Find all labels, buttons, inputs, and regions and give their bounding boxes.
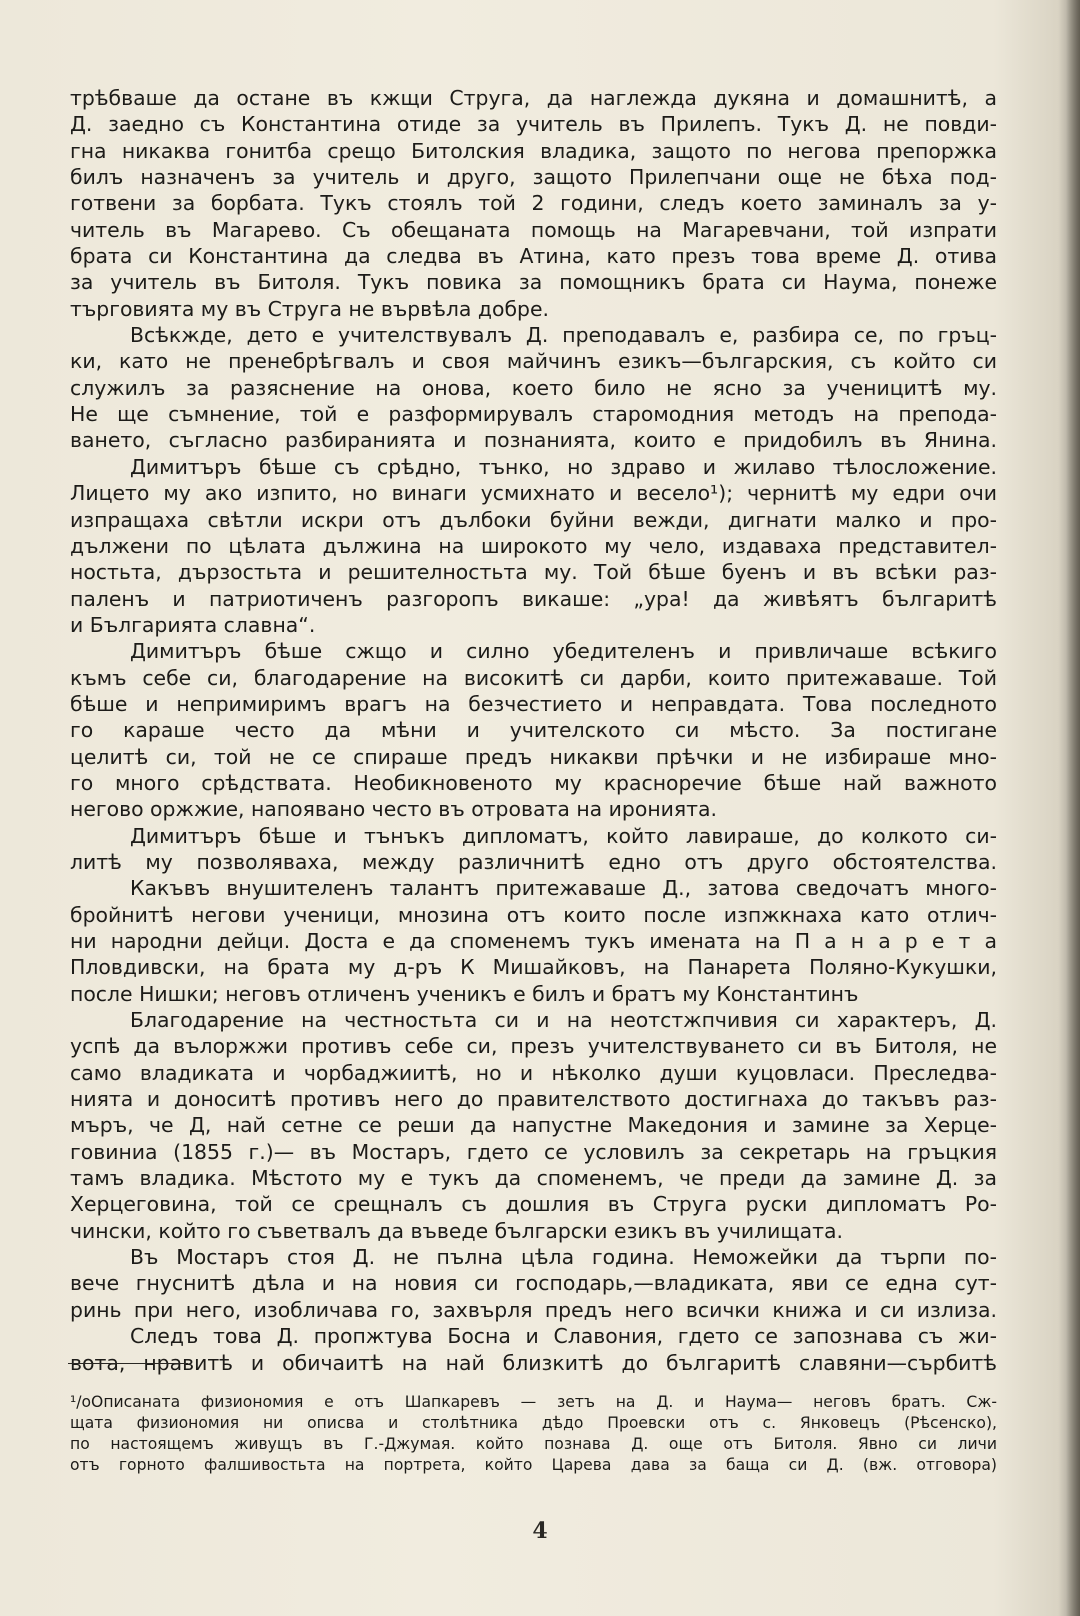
text-line: литѣ му позволяваха, между различнитѣ едно отъ друго обстоятелства.	[70, 849, 997, 874]
text-line: къмъ себе си, благодарение на високитѣ си дарби, които притежаваше. Той	[70, 665, 997, 690]
page-number: 4	[532, 1518, 548, 1544]
text-line: Пловдивски, на брата му д-ръ К Мишайковъ, на Панарета Поляно-Кукушки,	[70, 955, 997, 980]
text-line: Димитъръ бѣше сжщо и силно убедителенъ и привличаше всѣкиго	[130, 639, 997, 664]
text-line: го караше често да мѣни и учителското си мѣсто. За постигане	[70, 718, 997, 743]
text-line: мъръ, че Д, най сетне се реши да напустне Македония и замине за Херце-	[70, 1113, 997, 1138]
text-line: готвени за борбата. Тукъ стоялъ той 2 години, следъ което заминалъ за у-	[70, 191, 997, 216]
text-line: Димитъръ бѣше и тънъкъ дипломатъ, който лавираше, до колкото си-	[130, 823, 997, 848]
text-line: и Българията славна“.	[70, 612, 316, 637]
text-line: брата си Константина да следва въ Атина, като презъ това време Д. отива	[70, 244, 997, 269]
text-line: Въ Мостаръ стоя Д. не пълна цѣла година. Неможейки да търпи по-	[130, 1245, 997, 1270]
text-line: ването, съгласно разбиранията и познанията, които е придобилъ въ Янина.	[70, 428, 997, 453]
text-line: ни народни дейци. Доста е да споменемъ тукъ имената на П а н а р е т а	[70, 929, 997, 953]
text-line: бѣше и непримиримъ врагъ на безчестието и неправдата. Това последното	[70, 691, 997, 716]
text-line: читель въ Магарево. Съ обещаната помощь на Магаревчани, той изпрати	[70, 217, 997, 242]
text-line: паленъ и патриотиченъ разгоропъ викаше: „ура! да живѣятъ българитѣ	[70, 586, 997, 611]
text-line: изпращаха свѣтли искри отъ дълбоки буйни вежди, дигнати малко и про-	[70, 507, 997, 532]
text-line: Лицето му ако изпито, но винаги усмихнато и весело¹); чернитѣ му едри очи	[70, 481, 997, 506]
text-line: за учитель въ Битоля. Тукъ повика за помощникъ брата си Наума, понеже	[70, 270, 997, 295]
footnote-line: щата физиономия ни описва и столѣтника дѣдо Проевски отъ с. Янковецъ (Рѣсенско),	[70, 1414, 997, 1432]
text-line: само владиката и чорбаджиитѣ, но и нѣколко души куцовласи. Преследва-	[70, 1060, 997, 1085]
text-line: вота, нравитѣ и обичаитѣ на най близкитѣ до българитѣ славяни—сърбитѣ	[70, 1350, 997, 1375]
text-line: служилъ за разяснение на онова, което било не ясно за ученицитѣ му.	[70, 375, 997, 400]
text-line: Херцеговина, той се срещналъ съ дошлия въ Струга руски дипломатъ Ро-	[70, 1192, 997, 1217]
text-line: после Нишки; неговъ отличенъ ученикъ е билъ и братъ му Константинъ	[70, 981, 859, 1006]
text-line: гна никаква гонитба срещо Битолския владика, защото по негова препоржка	[70, 138, 997, 163]
footnotes	[70, 1392, 997, 1476]
text-line: Не ще съмнение, той е разформирувалъ старомодния методъ на препода-	[70, 402, 997, 427]
body-text	[70, 85, 997, 1376]
text-line: нията и доноситѣ противъ него до правителството достигнаха до такъвъ раз-	[70, 1087, 997, 1112]
text-line: негово оржжие, напоявано често въ отровата на иронията.	[70, 797, 718, 822]
text-line: Димитъръ бѣше съ срѣдно, тънко, но здраво и жилаво тѣлосложение.	[130, 454, 997, 479]
text-line: трѣбваше да остане въ кжщи Струга, да наглежда дукяна и домашнитѣ, а	[70, 86, 997, 110]
page-edge-shadow	[1066, 0, 1080, 1616]
text-line: ринь при него, изобличава го, захвърля предъ него всички книжа и си излиза.	[70, 1297, 997, 1322]
text-line: Всѣкжде, дето е учителствувалъ Д. преподавалъ е, разбира се, по гръц-	[130, 323, 997, 348]
footnote-divider	[68, 1363, 188, 1364]
text-line: успѣ да вълоржжи противъ себе си, презъ учителствуването си въ Битоля, не	[70, 1034, 997, 1059]
text-line: тамъ владика. Мѣстото му е тукъ да споменемъ, че преди да замине Д. за	[70, 1166, 997, 1191]
text-line: Какъвъ внушителенъ талантъ притежаваше Д., затова сведочатъ много-	[130, 876, 997, 901]
text-line: Д. заедно съ Константина отиде за учитель въ Прилепъ. Тукъ Д. не повди-	[70, 112, 997, 137]
text-line: чински, който го съветвалъ да въведе български езикъ въ училищата.	[70, 1218, 843, 1243]
text-line: ки, като не пренебрѣгвалъ и своя майчинъ езикъ—българския, съ който си	[70, 349, 997, 374]
text-line: билъ назначенъ за учитель и друго, защото Прилепчани още не бѣха под-	[70, 165, 997, 190]
footnote-line: по настоящемъ живущъ въ Г.-Джумая. който познава Д. още отъ Битоля. Явно си личи	[70, 1435, 997, 1453]
text-line: търговията му въ Струга не вървѣла добре.	[70, 296, 550, 321]
text-line: ностьта, дързостьта и решителностьта му. Той бѣше буенъ и въ всѣки раз-	[70, 560, 997, 585]
text-line: бройнитѣ негови ученици, мнозина отъ които после изпжкнаха като отлич-	[70, 902, 997, 927]
footnote-line: отъ горното фалшивостьта на портрета, който Царева дава за баща си Д. (вж. отговора)	[70, 1456, 997, 1474]
text-line: говиниа (1855 г.)— въ Мостаръ, гдето се условилъ за секретарь на гръцкия	[70, 1139, 997, 1164]
text-line: целитѣ си, той не се спираше предъ никакви прѣчки и не избираше мно-	[70, 744, 997, 769]
text-line: го много срѣдствата. Необикновеното му красноречие бѣше най важното	[70, 770, 997, 795]
text-line: вече гнуснитѣ дѣла и на новия си господарь,—владиката, яви се една сут-	[70, 1271, 997, 1296]
footnote-line: ¹/оОписаната физиономия е отъ Шапкаревъ — зетъ на Д. и Наума— неговъ братъ. Сж-	[70, 1393, 997, 1411]
text-line: Следъ това Д. пропжтува Босна и Славония, гдето се запознава съ жи-	[130, 1324, 997, 1349]
text-line: дължени по цѣлата дължина на широкото му чело, издаваха представител-	[70, 533, 997, 558]
text-line: Благодарение на честностьта си и на неотстжпчивия си характеръ, Д.	[130, 1008, 997, 1033]
